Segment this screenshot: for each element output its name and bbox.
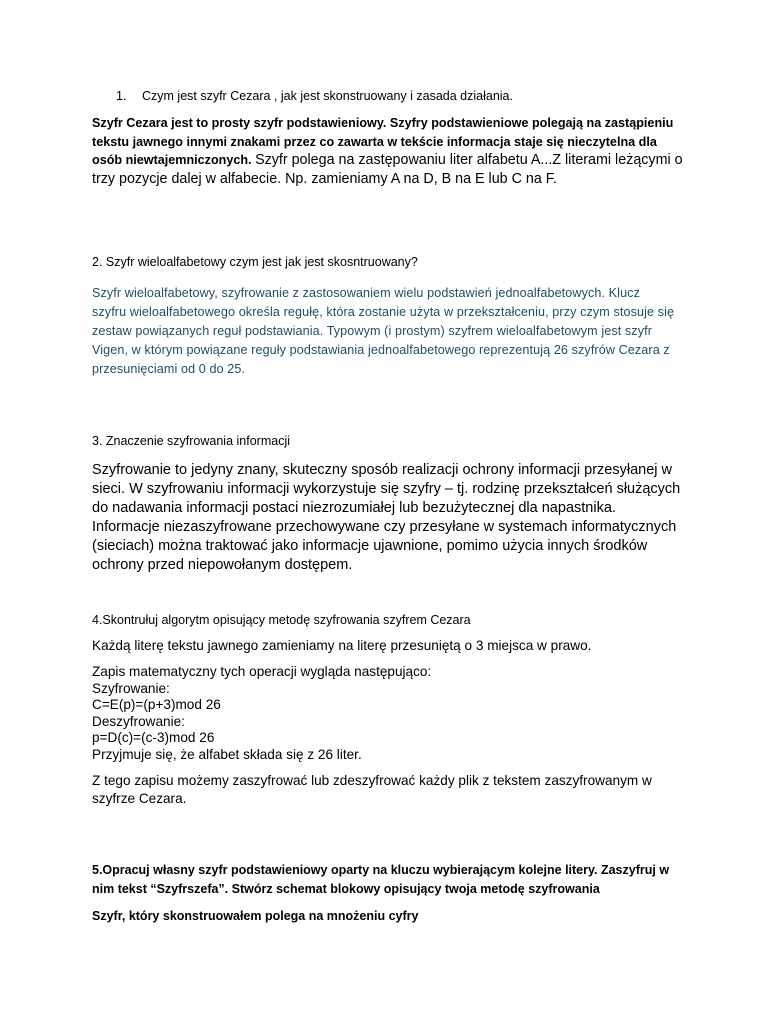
section-3-paragraph: Szyfrowanie to jedyny znany, skuteczny sposób realizacji ochrony informacji przesyłanej w sieci. W szyfrowaniu informacji wykorzystuje się szyfry – tj. rodzinę przekształceń służących do nadawania informacji postaci niezrozumiałej lub bezużytecznej dla napastnika. Informacje niezaszyfrowane przechowywane czy przesyłane w systemach informatycznych (sieciach) można traktować jako informacje ujawnione, pomimo użycia innych środków ochrony przed niepowołanym dostępem. [92,462,681,573]
section-1-number: 1. [116,89,127,103]
section-2-paragraph: Szyfr wieloalfabetowy, szyfrowanie z zastosowaniem wielu podstawień jednoalfabetowych. Klucz szyfru wieloalfabetowego określa regułę, która zostanie użyta w przekształceniu, przy czym stosuje się zestaw powiązanych reguł podstawiania. Typowym (i prostym) szyfrem wieloalfabetowym jest szyfr Vigen, w którym powiązane reguły podstawiania jednoalfabetowego reprezentują 26 szyfrów Cezara z przesunięciami od 0 do 25. [92,286,675,376]
math-line: Szyfrowanie: [92,680,170,696]
section-4-intro: Każdą literę tekstu jawnego zamieniamy na literę przesuniętą o 3 miejsca w prawo. [92,638,592,653]
math-line: C=E(p)=(p+3)mod 26 [92,697,221,712]
section-1-heading-text: Czym jest szyfr Cezara , jak jest skonstruowany i zasada działania. [142,89,513,103]
section-3-heading: 3. Znaczenie szyfrowania informacji [92,434,290,448]
section-4-heading: 4.Skontrułuj algorytm opisujący metodę szyfrowania szyfrem Cezara [92,613,471,627]
section-4-math-block [92,664,692,763]
math-line: Zapis matematyczny tych operacji wygląda następująco: [92,664,432,679]
section-2-heading: 2. Szyfr wieloalfabetowy czym jest jak jest skosntruowany? [92,255,418,269]
section-4-closing: Z tego zapisu możemy zaszyfrować lub zdeszyfrować każdy plik z tekstem zaszyfrowanym w szyfrze Cezara. [92,773,652,806]
section-1-heading [116,88,716,105]
math-line: p=D(c)=(c-3)mod 26 [92,730,215,745]
section-1-bold-text: Szyfr Cezara jest to prosty szyfr podstawieniowy. Szyfry podstawieniowe polegają na zastąpieniu tekstu jawnego innymi znakami przez co zawarta w tekście informacja staje się nieczytelna dla osób niewtajemniczonych. [92,116,674,167]
section-1-paragraph [92,114,684,188]
section-1-body-text: Szyfr polega na zastępowaniu liter alfabetu A...Z literami leżącymi o trzy pozycje dalej w alfabecie. Np. zamieniamy A na D, B na E lub C na F. [92,152,683,187]
math-line: Deszyfrowanie: [92,713,185,729]
math-line: Przyjmuje się, że alfabet składa się z 26 liter. [92,746,362,762]
section-5-heading: 5.Opracuj własny szyfr podstawieniowy oparty na kluczu wybierającym kolejne litery. Zaszyfruj w nim tekst “Szyfrszefa”. Stwórz schemat blokowy opisujący twoja metodę szyfrowania [92,863,670,896]
section-5-paragraph: Szyfr, który skonstruowałem polega na mnożeniu cyfry [92,909,419,923]
